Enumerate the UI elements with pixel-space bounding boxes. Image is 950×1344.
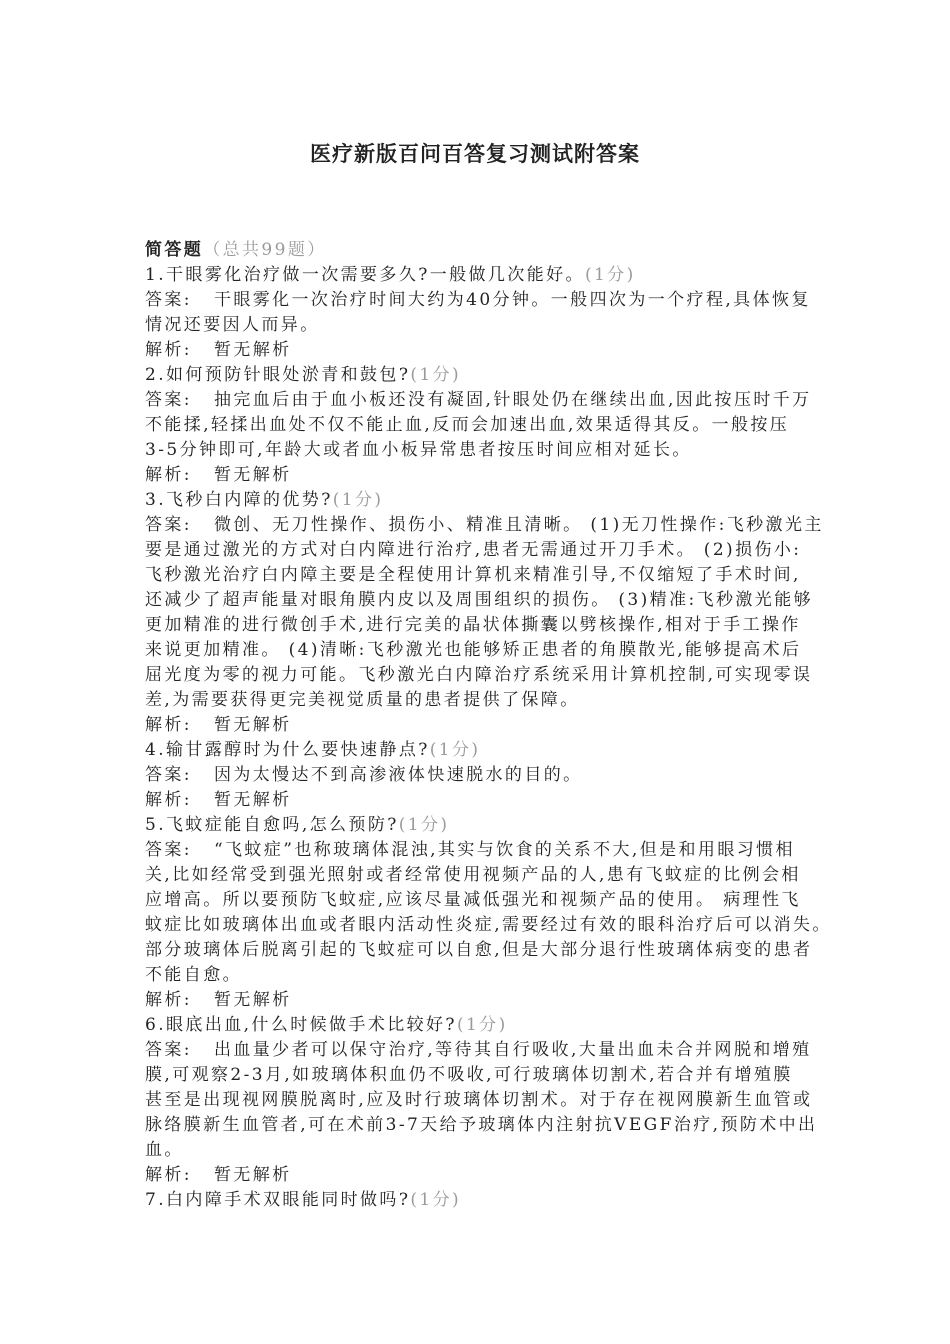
answer-text: 因为太慢达不到高渗液体快速脱水的目的。 xyxy=(213,765,583,785)
question-score: (1分) xyxy=(584,265,636,285)
question-text: 3.飞秒白内障的优势? xyxy=(145,490,333,510)
answer-line xyxy=(145,513,845,538)
answer-text: “飞蚊症”也称玻璃体混浊,其实与饮食的关系不大,但是和用眼习惯相 xyxy=(213,840,795,860)
analysis-text: 暂无解析 xyxy=(213,1165,292,1185)
question-text: 7.白内障手术双眼能同时做吗? xyxy=(145,1190,411,1210)
answer-line xyxy=(145,1138,845,1163)
answer-label: 答案: xyxy=(145,290,192,310)
answer-line xyxy=(145,938,845,963)
question-line xyxy=(145,363,845,388)
question-line xyxy=(145,488,845,513)
answer-text: 还减少了超声能量对眼角膜内皮以及周围组织的损伤。 (3)精准:飞秒激光能够 xyxy=(145,590,814,610)
answer-line xyxy=(145,1113,845,1138)
question-score: (1分) xyxy=(398,815,450,835)
question-score: (1分) xyxy=(332,490,384,510)
analysis-label: 解析: xyxy=(145,790,192,810)
analysis-label: 解析: xyxy=(145,340,192,360)
analysis-text: 暂无解析 xyxy=(213,465,292,485)
answer-label: 答案: xyxy=(145,515,192,535)
section-header xyxy=(145,238,845,263)
answer-line xyxy=(145,1063,845,1088)
question-text: 6.眼底出血,什么时候做手术比较好? xyxy=(145,1015,457,1035)
question-text: 5.飞蚊症能自愈吗,怎么预防? xyxy=(145,815,399,835)
analysis-text: 暂无解析 xyxy=(213,340,292,360)
analysis-line xyxy=(145,1163,845,1188)
answer-text: 3-5分钟即可,年龄大或者血小板异常患者按压时间应相对延长。 xyxy=(145,440,692,460)
question-score: (1分) xyxy=(456,1015,508,1035)
question-text: 1.干眼雾化治疗做一次需要多久?一般做几次能好。 xyxy=(145,265,585,285)
section-label: 简答题 xyxy=(145,240,204,260)
question-line xyxy=(145,1013,845,1038)
question-score: (1分) xyxy=(429,740,481,760)
question-line xyxy=(145,813,845,838)
answer-text: 出血量少者可以保守治疗,等待其自行吸收,大量出血未合并网脱和增殖 xyxy=(213,1040,812,1060)
answer-line xyxy=(145,663,845,688)
answer-line xyxy=(145,688,845,713)
answer-line xyxy=(145,963,845,988)
analysis-label: 解析: xyxy=(145,1165,192,1185)
answer-text: 甚至是出现视网膜脱离时,应及时行玻璃体切割术。对于存在视网膜新生血管或 xyxy=(145,1090,813,1110)
question-line xyxy=(145,263,845,288)
answer-line xyxy=(145,913,845,938)
answer-text: 血。 xyxy=(145,1140,184,1160)
answer-line xyxy=(145,763,845,788)
section-count: （总共99题） xyxy=(203,240,327,260)
question-line xyxy=(145,738,845,763)
analysis-line xyxy=(145,788,845,813)
answer-text: 更加精准的进行微创手术,进行完美的晶状体撕囊以劈核操作,相对于手工操作 xyxy=(145,615,801,635)
answer-line xyxy=(145,588,845,613)
answer-text: 要是通过激光的方式对白内障进行治疗,患者无需通过开刀手术。 (2)损伤小: xyxy=(145,540,802,560)
question-line xyxy=(145,1188,845,1213)
answer-line xyxy=(145,638,845,663)
answer-text: 来说更加精准。 (4)清晰:飞秒激光也能够矫正患者的角膜散光,能够提高术后 xyxy=(145,640,802,660)
analysis-line xyxy=(145,338,845,363)
answer-label: 答案: xyxy=(145,765,192,785)
answer-label: 答案: xyxy=(145,390,192,410)
answer-text: 微创、无刀性操作、损伤小、精准且清晰。 (1)无刀性操作:飞秒激光主 xyxy=(213,515,824,535)
analysis-text: 暂无解析 xyxy=(213,790,292,810)
analysis-label: 解析: xyxy=(145,715,192,735)
analysis-text: 暂无解析 xyxy=(213,990,292,1010)
answer-line xyxy=(145,863,845,888)
answer-text: 不能自愈。 xyxy=(145,965,242,985)
answer-text: 蚊症比如玻璃体出血或者眼内活动性炎症,需要经过有效的眼科治疗后可以消失。 xyxy=(145,915,832,935)
answer-label: 答案: xyxy=(145,840,192,860)
answer-text: 关,比如经常受到强光照射或者经常使用视频产品的人,患有飞蚊症的比例会相 xyxy=(145,865,801,885)
analysis-label: 解析: xyxy=(145,990,192,1010)
analysis-line xyxy=(145,463,845,488)
analysis-line xyxy=(145,713,845,738)
answer-text: 脉络膜新生血管者,可在术前3-7天给予玻璃体内注射抗VEGF治疗,预防术中出 xyxy=(145,1115,818,1135)
answer-text: 情况还要因人而异。 xyxy=(145,315,320,335)
answer-text: 干眼雾化一次治疗时间大约为40分钟。一般四次为一个疗程,具体恢复 xyxy=(213,290,811,310)
answer-text: 膜,可观察2-3月,如玻璃体积血仍不吸收,可行玻璃体切割术,若合并有增殖膜 xyxy=(145,1065,793,1085)
answer-text: 部分玻璃体后脱离引起的飞蚊症可以自愈,但是大部分退行性玻璃体病变的患者 xyxy=(145,940,813,960)
question-text: 2.如何预防针眼处淤青和鼓包? xyxy=(145,365,411,385)
answer-line xyxy=(145,888,845,913)
document-title: 医疗新版百问百答复习测试附答案 xyxy=(310,141,640,166)
answer-line xyxy=(145,388,845,413)
analysis-label: 解析: xyxy=(145,465,192,485)
answer-text: 抽完血后由于血小板还没有凝固,针眼处仍在继续出血,因此按压时千万 xyxy=(213,390,812,410)
question-text: 4.输甘露醇时为什么要快速静点? xyxy=(145,740,430,760)
answer-line xyxy=(145,1088,845,1113)
answer-text: 飞秒激光治疗白内障主要是全程使用计算机来精准引导,不仅缩短了手术时间, xyxy=(145,565,801,585)
analysis-line xyxy=(145,988,845,1013)
answer-text: 不能揉,轻揉出血处不仅不能止血,反而会加速出血,效果适得其反。一般按压 xyxy=(145,415,790,435)
answer-text: 屈光度为零的视力可能。飞秒激光白内障治疗系统采用计算机控制,可实现零误 xyxy=(145,665,813,685)
answer-line xyxy=(145,1038,845,1063)
analysis-text: 暂无解析 xyxy=(213,715,292,735)
answer-line xyxy=(145,413,845,438)
answer-line xyxy=(145,838,845,863)
answer-label: 答案: xyxy=(145,1040,192,1060)
answer-text: 应增高。所以要预防飞蚊症,应该尽量减低强光和视频产品的使用。 病理性飞 xyxy=(145,890,801,910)
question-score: (1分) xyxy=(410,1190,462,1210)
answer-line xyxy=(145,313,845,338)
answer-text: 差,为需要获得更完美视觉质量的患者提供了保障。 xyxy=(145,690,580,710)
answer-line xyxy=(145,538,845,563)
answer-line xyxy=(145,288,845,313)
answer-line xyxy=(145,438,845,463)
question-list xyxy=(145,238,845,1213)
answer-line xyxy=(145,563,845,588)
answer-line xyxy=(145,613,845,638)
question-score: (1分) xyxy=(410,365,462,385)
